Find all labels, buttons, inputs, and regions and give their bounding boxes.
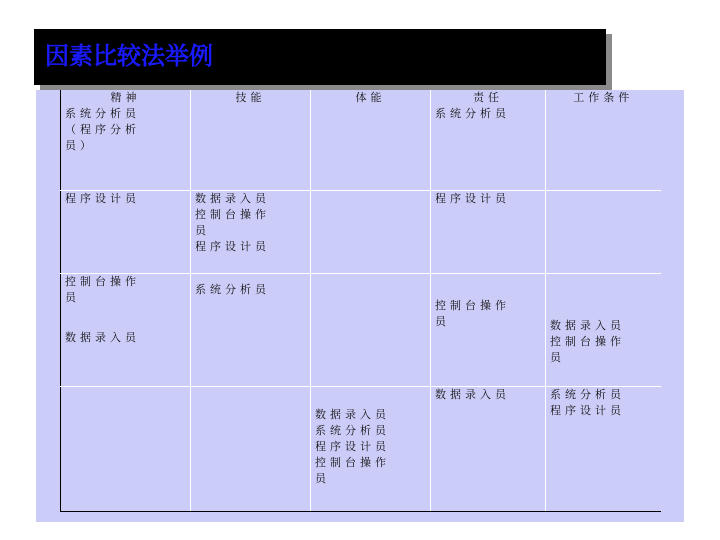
cell-text: 员	[550, 351, 565, 364]
cell-text: 程序设计员	[65, 192, 140, 205]
table-cell	[431, 387, 546, 512]
table-cell	[311, 387, 431, 512]
cell-text: 程序设计员	[315, 440, 390, 453]
cell-text: 系统分析员	[550, 388, 625, 401]
table-cell	[191, 387, 311, 512]
table-cell	[61, 387, 191, 512]
title-bar	[34, 29, 606, 85]
cell-text: 系统分析员	[315, 424, 390, 437]
table-cell	[431, 274, 546, 387]
table-cell	[546, 274, 661, 387]
cell-text: 员	[435, 315, 450, 328]
cell-text: 系统分析员	[195, 283, 270, 296]
cell-text: （程序分析	[65, 123, 140, 136]
cell-text: 数据录入员	[550, 319, 625, 332]
header-mental: 精神	[110, 91, 141, 104]
cell-text: 数据录入员	[65, 331, 140, 344]
cell-text: 员	[315, 472, 330, 485]
spacer	[65, 306, 186, 330]
cell-text: 控制台操作	[315, 456, 390, 469]
table-cell	[431, 191, 546, 274]
header-conditions: 工作条件	[573, 91, 634, 104]
header-responsibility: 责任	[473, 91, 503, 104]
cell-text: 系统分析员	[435, 107, 510, 120]
cell-mental	[61, 90, 191, 191]
table-row	[61, 274, 661, 387]
table-cell	[191, 274, 311, 387]
cell-physical	[311, 90, 431, 191]
spacer	[315, 387, 426, 407]
table-row	[61, 191, 661, 274]
cell-text: 程序设计员	[195, 240, 270, 253]
cell-text: 控制台操作	[65, 275, 140, 288]
cell-text: 程序设计员	[550, 404, 625, 417]
spacer	[435, 274, 541, 298]
table-cell	[311, 191, 431, 274]
spacer	[550, 298, 657, 318]
factor-comparison-table	[60, 90, 661, 512]
cell-text: 控制台操作	[550, 335, 625, 348]
cell-text: 控制台操作	[195, 208, 270, 221]
cell-text: 控制台操作	[435, 299, 510, 312]
spacer	[195, 274, 306, 282]
slide-title: 因素比较法举例	[45, 42, 213, 70]
cell-text: 数据录入员	[315, 408, 390, 421]
table-cell	[61, 191, 191, 274]
header-skill: 技能	[235, 91, 266, 104]
cell-text: 员	[195, 224, 210, 237]
spacer	[550, 274, 657, 298]
table-cell	[191, 191, 311, 274]
header-physical: 体能	[355, 91, 386, 104]
table-row	[61, 90, 661, 191]
cell-responsibility	[431, 90, 546, 191]
table-cell	[311, 274, 431, 387]
cell-text: 员	[65, 291, 80, 304]
table-cell	[546, 387, 661, 512]
table-row	[61, 387, 661, 512]
table-cell	[546, 191, 661, 274]
cell-conditions	[546, 90, 661, 191]
cell-text: 数据录入员	[435, 388, 510, 401]
cell-text: 数据录入员	[195, 192, 270, 205]
cell-text: 程序设计员	[435, 192, 510, 205]
cell-text: 员）	[65, 139, 95, 152]
cell-skill	[191, 90, 311, 191]
table-cell	[61, 274, 191, 387]
cell-text: 系统分析员	[65, 107, 140, 120]
